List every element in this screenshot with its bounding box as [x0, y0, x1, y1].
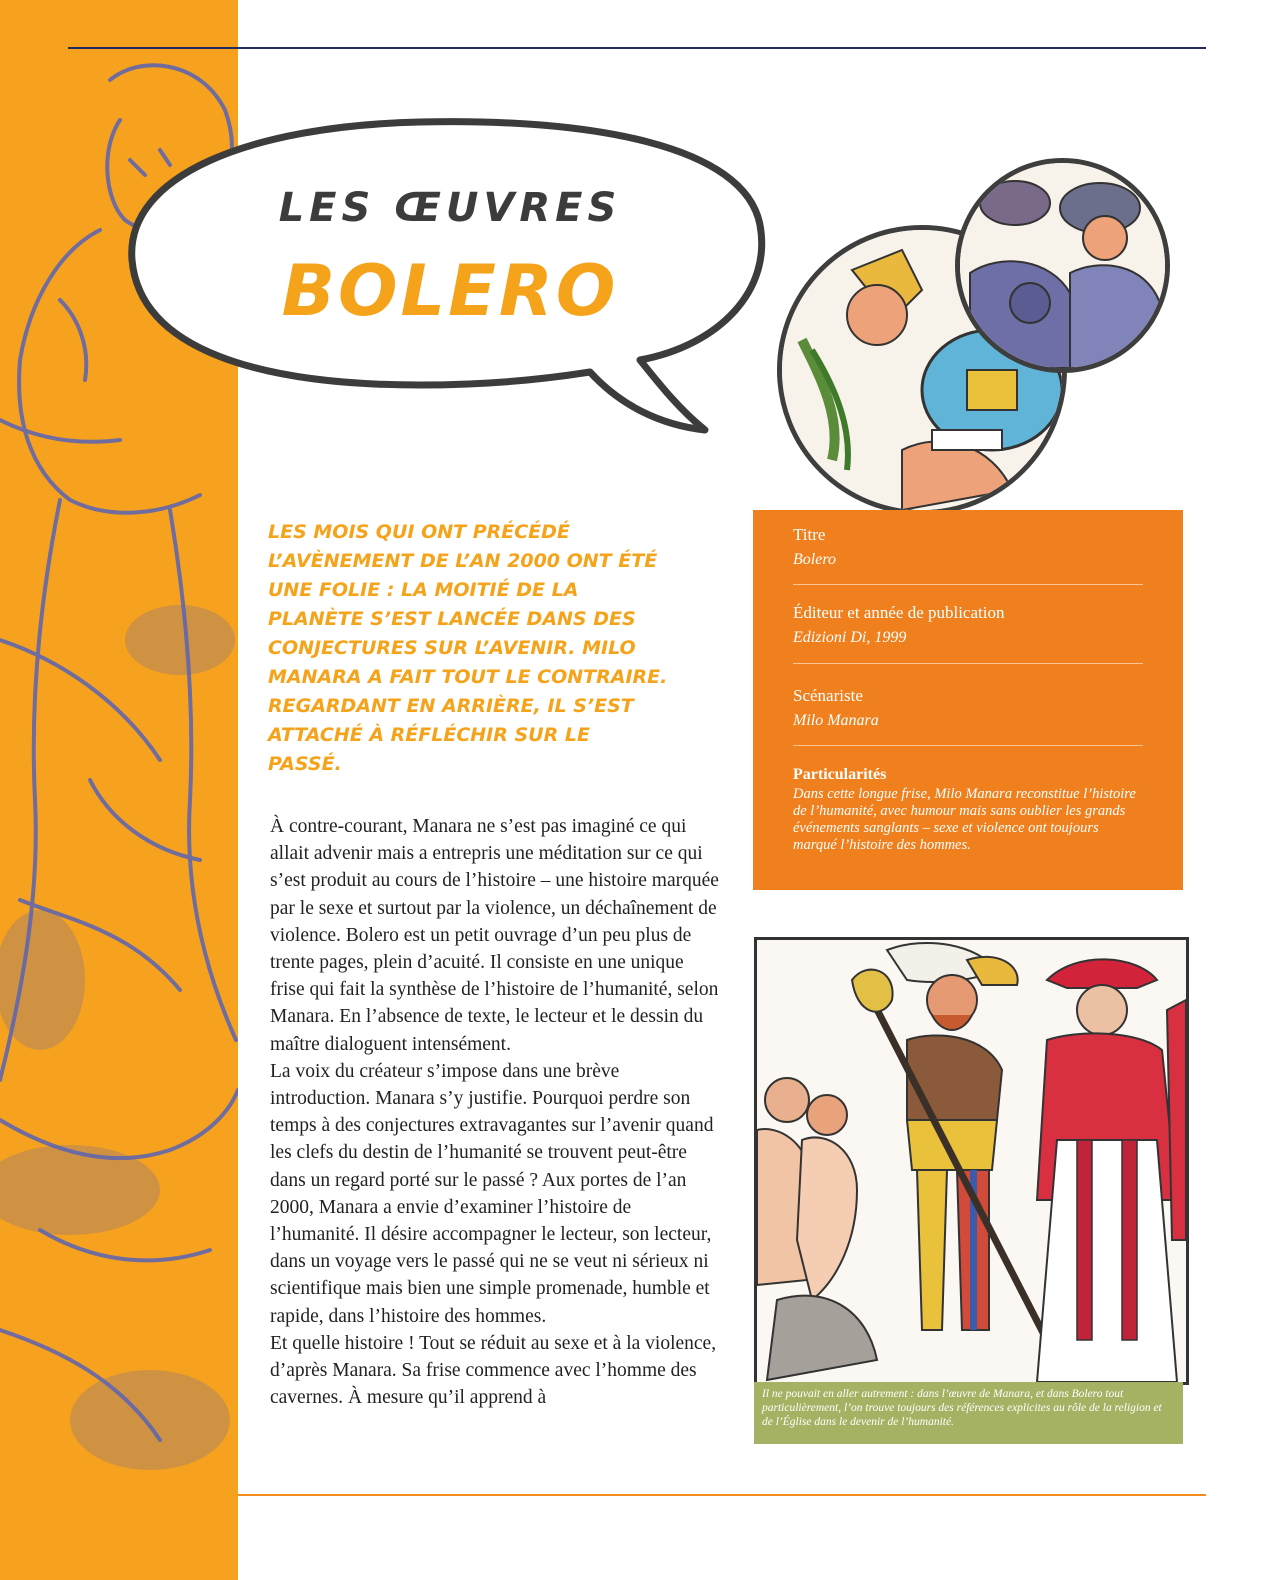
intro-text: LES MOIS QUI ONT PRÉCÉDÉ L’AVÈNEMENT DE L’AN 2000 ONT ÉTÉ UNE FOLIE : LA MOITIÉ DE LA PLANÈTE S’EST LANCÉE DANS DES CONJECTURES SUR L’AVENIR. MILO MANARA A FAIT TOUT LE CONTRAIRE. REGARDANT EN ARRIÈRE, IL S’EST ATTACHÉ À RÉFLÉCHIR SUR LE PASSÉ.	[268, 521, 668, 775]
notes-value: Dans cette longue frise, Milo Manara reconstitue l’histoire de l’humanité, avec humour mais sans oublier les grands événements sanglants – sexe et violence ont toujours marqué l’histoire des hommes.	[793, 786, 1136, 853]
publisher-value: Edizioni Di, 1999	[793, 629, 907, 646]
body-paragraph: La voix du créateur s’impose dans une brève introduction. Manara s’y justifie. Pourquoi perdre son temps à des conjectures extravagantes sur l’avenir quand les clefs du destin de l’humanité se trouvent peut-être dans un regard porté sur le passé ? Aux portes de l’an 2000, Manara a envie d’examiner l’histoire de l’humanité. Il désire accompagner le lecteur, son lecteur, dans un voyage vers le passé qui ne se veut ni sérieux ni scientifique mais bien une simple promenade, humble et rapide, dans l’histoire des hommes.	[270, 1060, 714, 1327]
bottom-rule	[238, 1494, 1206, 1496]
body-paragraph: Et quelle histoire ! Tout se réduit au sexe et à la violence, d’après Manara. Sa frise commence avec l’homme des cavernes. À mesure qu’il apprend à	[270, 1332, 717, 1409]
illustration-caption: Il ne pouvait en aller autrement : dans l’œuvre de Manara, et dans Bolero tout particulièrement, l’on trouve toujours des références explicites au rôle de la religion et de l’Église dans le devenir de l’humanité.	[754, 1382, 1183, 1444]
soldier-cardinal-illustration	[757, 940, 1186, 1382]
article-body	[270, 813, 720, 1411]
bolero-illustration	[754, 937, 1189, 1385]
vignette-conquistadors	[955, 158, 1170, 373]
writer-value: Milo Manara	[793, 712, 879, 729]
publisher-label: Éditeur et année de publication	[793, 603, 1005, 622]
divider	[793, 584, 1143, 585]
title-value: Bolero	[793, 551, 836, 568]
top-rule	[68, 47, 1206, 49]
title-label: Titre	[793, 525, 826, 544]
divider	[793, 745, 1143, 746]
body-paragraph: À contre-courant, Manara ne s’est pas imaginé ce qui allait advenir mais a entrepris une méditation sur ce qui s’est produit au cours de l’histoire – une histoire marquée par le sexe et surtout par la violence, un déchaînement de violence. Bolero est un petit ouvrage d’un peu plus de trente pages, plein d’acuité. Il consiste en une unique frise qui fait la synthèse de l’histoire de l’humanité, selon Manara. En l’absence de texte, le lecteur et le dessin du maître dialoguent intensément.	[270, 816, 719, 1055]
info-box	[753, 510, 1183, 890]
conquistadors-illustration	[960, 163, 1165, 368]
section-label: LES ŒUVRES	[278, 185, 622, 231]
page-title: BOLERO	[281, 250, 619, 332]
writer-label: Scénariste	[793, 686, 863, 705]
notes-label: Particularités	[793, 766, 887, 783]
divider	[793, 663, 1143, 664]
